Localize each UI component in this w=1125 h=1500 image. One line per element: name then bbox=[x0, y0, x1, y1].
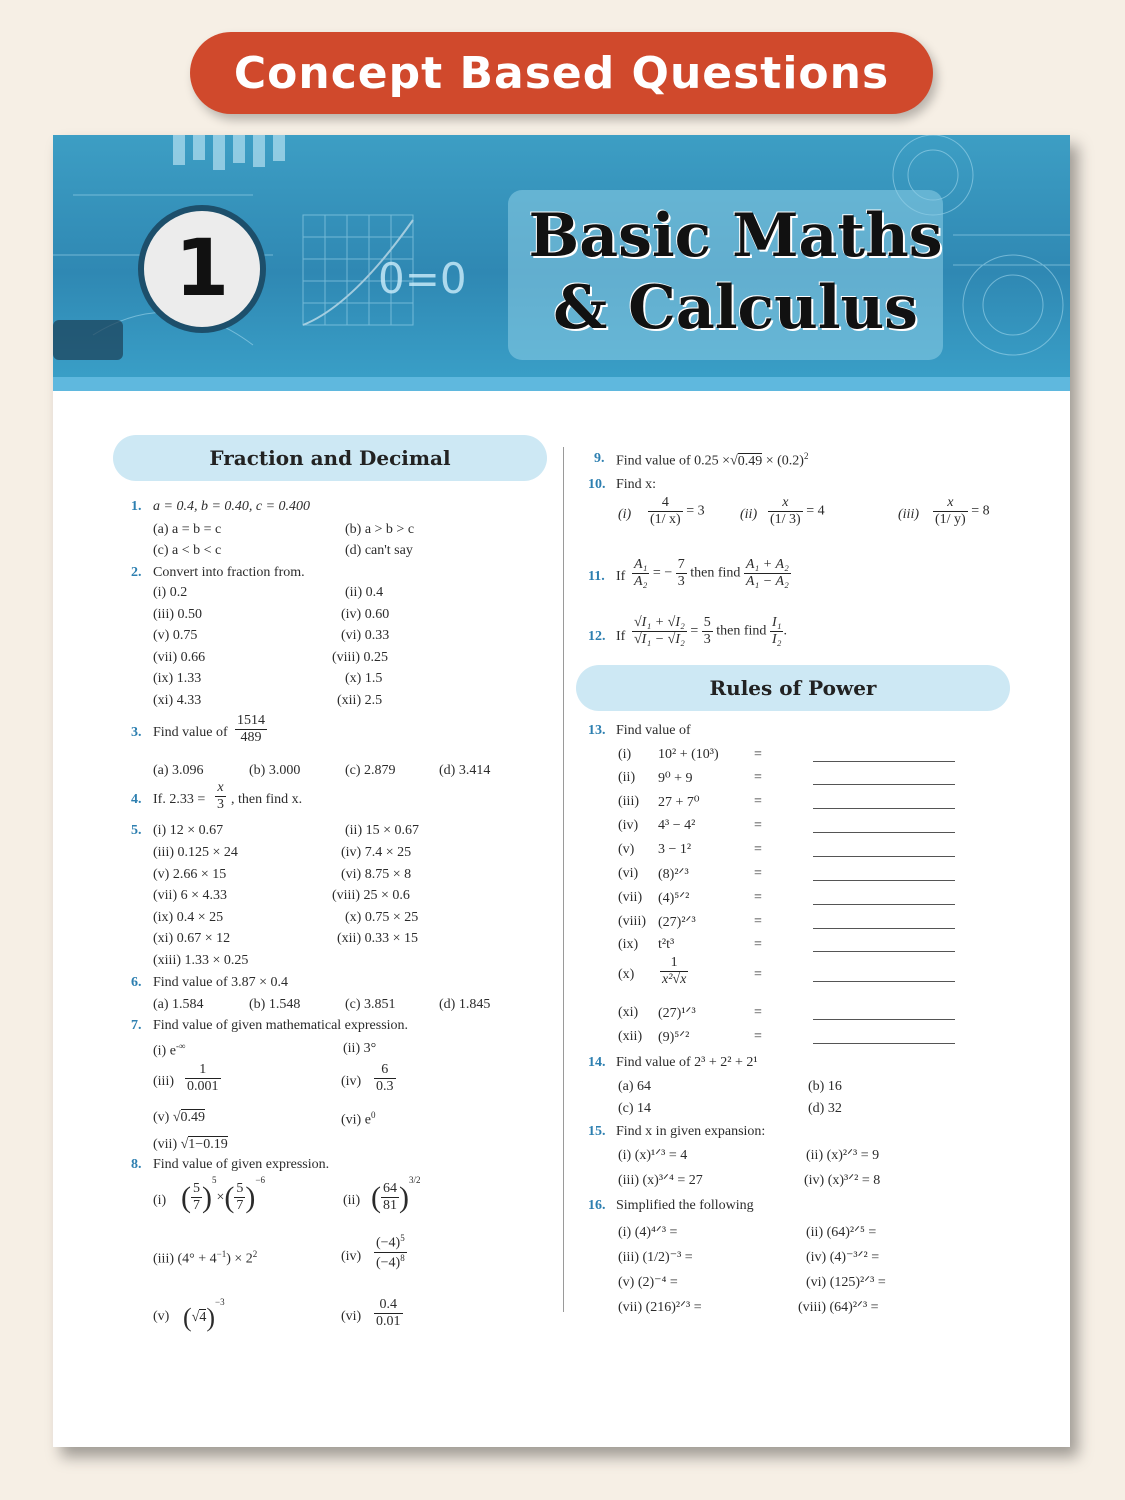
fraction: $\frac{0.4}{0.01}$ bbox=[376, 1297, 401, 1329]
chapter-number-badge: 1 bbox=[138, 205, 266, 333]
fraction: $\frac{1}{0.001}$ bbox=[187, 1062, 219, 1094]
item: (xiii) 1.33 × 0.25 bbox=[153, 953, 249, 968]
fraction: $\frac{6}{0.3}$ bbox=[376, 1062, 394, 1094]
question-number: 13. bbox=[588, 723, 606, 738]
chapter-title bbox=[508, 200, 963, 344]
item: (xii) 0.33 × 15 bbox=[337, 931, 418, 946]
item: (iv) (4)⁻³ᐟ² = bbox=[806, 1250, 880, 1265]
item-expression: 9⁰ + 9 bbox=[658, 771, 693, 786]
item: (viii) 0.25 bbox=[332, 650, 388, 665]
question-number: 2. bbox=[131, 565, 142, 580]
item-label: (i) bbox=[618, 747, 632, 762]
question-number: 14. bbox=[588, 1055, 606, 1070]
answer-blank[interactable] bbox=[813, 904, 955, 905]
item: (vi) 8.75 × 8 bbox=[341, 867, 412, 882]
page-sheet: 0=0 1 Basic Maths & Calculus Fraction and Decimal 1. a = 0.4, b = 0.40, c = 0.400 (a) a = b = c (b) a > b > c (c) a < b < c (d) can't say 2. Convert into fraction from. (i) 0.2 (ii) 0.4 (iii) 0.50 (iv) 0.60 (v) 0.75 (vi) 0.33 (vii) 0.66 (viii) 0.25 (ix) 1.33 (x) 1.5 (xi) 4.33 (xii) 2.5 3. Find value of $\frac{1514}{489}$ (a) 3.096 (b) 3.000 (c) 2.879 (d) 3.414 4. If. 2.33 = $\frac{x}{3}$ , then find x. 5. (i) 12 × 0.67 (ii) 15 × 0.67 (iii) 0.125 × 24 (iv) 7.4 × 25 (v) 2.66 × 15 (vi) 8.75 × 8 (vii) 6 × 4.33 (viii) 25 × 0.6 (ix) 0.4 × 25 (x) 0.75 × 25 (xi) 0.67 × 12 (xii) 0.33 × 15 (xiii) 1.33 × 0.25 6. Find value of 3.87 × 0.4 (a) 1.584 (b) 1.548 (c) 3.851 (d) 1.845 7. Find value of given mathematical expression. (i) e-∞ (ii) 3° (iii) $\frac{1}{0.001}$ (iv) $\frac{6}{0.3}$ (v) √0.49 (vi) $e^0$ (vii) √1−0.19 8. Find value of given expression. (i) ( $\frac{5}{7}$ )$^5$×( $\frac{5}{7}$ )$^{-6}$ (ii) ( $\frac{64}{81}$ )$^{3/2}$ (iii) $(4^\circ + 4^{-1}) \times 2^2$ (iv) $\frac{(-4)^5}{(-4)^8}$ (v) $(√4)^{-3}$ (vi) $\frac{0.4}{0.01}$ 9. Find value of $0.25 \times√0.49 \times (0.2)^2$ 10. Find x: (i) $\frac{4}{(1/ x)}$ = 3 (ii) $\frac{x}{(1/ 3)}$ = 4 (iii) $\frac{x}{(1/ y)}$ = 8 11. If $\frac{\text{A₁}}{\text{A₂}}$ = − $\frac{7}{3}$ then find $\frac{\text{A₁ + A₂}}{\text{A₁ − A₂}}$ 12. If $\frac{\text{√I₁ + √I₂}}{\text{√I₁ − √I₂}}$ = $\frac{5}{3}$ then find $\frac{\text{I₁}}{\text{I₂}}$ . Rules of Power 13. Find value of (i) 10² + (10³) = (ii) 9⁰ + 9 = (iii) 27 + 7⁰ = (iv) 4³ − 4² = (v) 3 − 1² = (vi) (8)²ᐟ³ = (vii) (4)⁵ᐟ² = (viii) (27)²ᐟ³ = (ix) t²t³ = (x) $\frac{1}{\text{x²√x}}$ = (xi) (27)¹ᐟ³ = (xii) (9)⁵ᐟ² = 14. Find value of 2³ + 2² + 2¹ (a) 64 (b) 16 (c) 14 (d) 32 15. Find x in given expansion: (i) (x)¹ᐟ³ = 4 (ii) (x)²ᐟ³ = 9 (iii) (x)³ᐟ⁴ = 27 (iv) (x)³ᐟ² = 8 16. Simplified the following (i) (4)⁴ᐟ³ = (ii) (64)²ᐟ⁵ = (iii) (1/2)⁻³ = (iv) (4)⁻³ᐟ² = (v) (2)⁻⁴ = (vi) (125)²ᐟ³ = (vii) (216)²ᐟ³ = (viii) (64)²ᐟ³ = bbox=[53, 135, 1070, 1447]
item-vii-label: (vii) bbox=[153, 1137, 178, 1152]
item: (ix) 0.4 × 25 bbox=[153, 910, 224, 925]
question-number: 11. bbox=[588, 569, 605, 584]
item: (iv) 7.4 × 25 bbox=[341, 845, 412, 860]
option-c: (c) 2.879 bbox=[345, 763, 396, 778]
item-fraction: $\frac{1}{\text{x²√x}}$ bbox=[662, 955, 687, 987]
fraction: $\frac{x}{(1/ y)}$ bbox=[935, 495, 966, 527]
section-heading-fraction-decimal: Fraction and Decimal bbox=[113, 435, 547, 481]
item: (v) 0.75 bbox=[153, 628, 198, 643]
equals-sign: = bbox=[754, 967, 762, 982]
item-label: (ii) bbox=[618, 770, 636, 785]
item-label: (xi) bbox=[618, 1005, 639, 1020]
item-v-label: (v) bbox=[153, 1309, 170, 1324]
item: (iv) 0.60 bbox=[341, 607, 390, 622]
item: (vii) 6 × 4.33 bbox=[153, 888, 227, 903]
item-label: (vii) bbox=[618, 890, 643, 905]
item: (i) (x)¹ᐟ³ = 4 bbox=[618, 1148, 688, 1163]
question-number: 4. bbox=[131, 792, 142, 807]
item: (iv) (x)³ᐟ² = 8 bbox=[804, 1173, 881, 1188]
item-iv-label: (iv) bbox=[341, 1074, 362, 1089]
equals-sign: = bbox=[754, 890, 762, 905]
question-text: Convert into fraction from. bbox=[153, 565, 305, 580]
item-iii-expr: (iii) $(4^\circ + 4^{-1}) \times 2^2$ bbox=[153, 1249, 258, 1267]
answer-blank[interactable] bbox=[813, 784, 955, 785]
question-number: 9. bbox=[594, 451, 605, 466]
equals-sign: = bbox=[754, 1005, 762, 1020]
svg-text:0=0: 0=0 bbox=[378, 254, 467, 303]
item-v-expr: $(√4)^{-3}$ bbox=[183, 1297, 225, 1332]
answer-blank[interactable] bbox=[813, 981, 955, 982]
item-ii-label: (ii) bbox=[740, 507, 758, 522]
question-number: 8. bbox=[131, 1157, 142, 1172]
hero-stripe bbox=[53, 377, 1070, 391]
item: (ii) 15 × 0.67 bbox=[345, 823, 419, 838]
item-ii: (ii) 3° bbox=[343, 1041, 377, 1056]
question-text: Find value of 2³ + 2² + 2¹ bbox=[616, 1055, 758, 1070]
option-a: (a) a = b = c bbox=[153, 522, 222, 537]
question-number: 15. bbox=[588, 1124, 606, 1139]
option-d: (d) 32 bbox=[808, 1101, 842, 1116]
item-i-expr: ( $\frac{5}{7}$ )$^5$×( $\frac{5}{7}$ )$^{-6}$ bbox=[181, 1175, 265, 1214]
item: (i) 0.2 bbox=[153, 585, 188, 600]
question-number: 3. bbox=[131, 725, 142, 740]
radicand: 0.49 bbox=[180, 1110, 206, 1125]
question-text: Simplified the following bbox=[616, 1198, 754, 1213]
item-label: (iv) bbox=[618, 818, 639, 833]
fraction: $\frac{1514}{489}$ bbox=[237, 713, 265, 745]
fraction: $\frac{\text{I₁}}{\text{I₂}}$ bbox=[771, 615, 782, 647]
item: (x) 1.5 bbox=[345, 671, 383, 686]
fraction: $\frac{4}{(1/ x)}$ bbox=[650, 495, 681, 527]
item-iii-label: (iii) bbox=[898, 507, 919, 522]
item-label: (xii) bbox=[618, 1029, 643, 1044]
equals-sign: = bbox=[754, 937, 762, 952]
chapter-title-line-1: Basic Maths bbox=[528, 201, 943, 271]
item-expression: (27)¹ᐟ³ bbox=[658, 1006, 696, 1021]
item-ii-expr: ( $\frac{64}{81}$ )$^{3/2}$ bbox=[371, 1175, 421, 1214]
item-label: (v) bbox=[618, 842, 635, 857]
item-expression: 27 + 7⁰ bbox=[658, 795, 700, 810]
item-expression: (8)²ᐟ³ bbox=[658, 867, 689, 882]
answer-blank[interactable] bbox=[813, 856, 955, 857]
question-number: 5. bbox=[131, 823, 142, 838]
answer-blank[interactable] bbox=[813, 1019, 955, 1020]
equals-sign: = bbox=[754, 1029, 762, 1044]
answer-blank[interactable] bbox=[813, 928, 955, 929]
item-expression: 4³ − 4² bbox=[658, 818, 696, 833]
answer-blank[interactable] bbox=[813, 761, 955, 762]
answer-blank[interactable] bbox=[813, 1043, 955, 1044]
item: (v) 2.66 × 15 bbox=[153, 867, 227, 882]
item-expression: 10² + (10³) bbox=[658, 747, 719, 762]
option-c: (c) 14 bbox=[618, 1101, 652, 1116]
item: (vii) 0.66 bbox=[153, 650, 206, 665]
item-expression: 3 − 1² bbox=[658, 842, 692, 857]
option-c: (c) a < b < c bbox=[153, 543, 222, 558]
item-iii-label: (iii) bbox=[153, 1074, 174, 1089]
question-text: Find x: bbox=[616, 477, 657, 492]
item-vi-label: (vi) bbox=[341, 1309, 362, 1324]
item-i-label: (i) bbox=[618, 507, 632, 522]
question-text: If. 2.33 = bbox=[153, 792, 206, 807]
item-expression: (4)⁵ᐟ² bbox=[658, 891, 690, 906]
equals-sign: = bbox=[754, 770, 762, 785]
question-text: Find value of given mathematical expression. bbox=[153, 1018, 409, 1033]
equals-sign: = bbox=[754, 842, 762, 857]
banner-label: Concept Based Questions bbox=[233, 47, 890, 99]
fraction: $\frac{x}{3}$ bbox=[217, 780, 224, 812]
item: (ix) 1.33 bbox=[153, 671, 202, 686]
question-text: Find x in given expansion: bbox=[616, 1124, 766, 1139]
option-b: (b) 16 bbox=[808, 1079, 842, 1094]
fraction: $\frac{x}{(1/ 3)}$ bbox=[770, 495, 801, 527]
option-d: (d) 3.414 bbox=[439, 763, 491, 778]
item: (i) (4)⁴ᐟ³ = bbox=[618, 1225, 678, 1240]
fraction: $\frac{\text{A₁}}{\text{A₂}}$ bbox=[634, 557, 648, 589]
item: (xii) 2.5 bbox=[337, 693, 383, 708]
question-text: Find value of given expression. bbox=[153, 1157, 330, 1172]
item-iv-label: (iv) bbox=[341, 1249, 362, 1264]
question-text: If bbox=[616, 629, 626, 644]
left-column: Fraction and Decimal 1. a = 0.4, b = 0.40, c = 0.400 (a) a = b = c (b) a > b > c (c) a < b < c (d) can't say 2. Convert into fraction from. (i) 0.2 (ii) 0.4 (iii) 0.50 (iv) 0.60 (v) 0.75 (vi) 0.33 (vii) 0.66 (viii) 0.25 (ix) 1.33 (x) 1.5 (xi) 4.33 (xii) 2.5 3. Find value of $\frac{1514}{489}$ (a) 3.096 (b) 3.000 (c) 2.879 (d) 3.414 4. If. 2.33 = $\frac{x}{3}$ , then find x. 5. (i) 12 × 0.67 (ii) 15 × 0.67 (iii) 0.125 × 24 (iv) 7.4 × 25 (v) 2.66 × 15 (vi) 8.75 × 8 (vii) 6 × 4.33 (viii) 25 × 0.6 (ix) 0.4 × 25 (x) 0.75 × 25 (xi) 0.67 × 12 (xii) 0.33 × 15 (xiii) 1.33 × 0.25 6. Find value of 3.87 × 0.4 (a) 1.584 (b) 1.548 (c) 3.851 (d) 1.845 7. Find value of given mathematical expression. (i) e-∞ (ii) 3° (iii) $\frac{1}{0.001}$ (iv) $\frac{6}{0.3}$ (v) √0.49 (vi) $e^0$ (vii) √1−0.19 8. Find value of given expression. (i) ( $\frac{5}{7}$ )$^5$×( $\frac{5}{7}$ )$^{-6}$ (ii) ( $\frac{64}{81}$ )$^{3/2}$ (iii) $(4^\circ + 4^{-1}) \times 2^2$ (iv) $\frac{(-4)^5}{(-4)^8}$ (v) $(√4)^{-3}$ (vi) $\frac{0.4}{0.01}$ bbox=[113, 435, 563, 481]
item: (ii) 0.4 bbox=[345, 585, 384, 600]
column-divider bbox=[563, 447, 564, 1312]
item: (x) 0.75 × 25 bbox=[345, 910, 419, 925]
fraction: $\frac{\text{√I₁ + √I₂}}{\text{√I₁ − √I₂}}$ bbox=[634, 615, 685, 647]
fraction: $\frac{\text{A₁ + A₂}}{\text{A₁ − A₂}}$ bbox=[745, 557, 789, 589]
section-banner bbox=[190, 32, 933, 114]
item-i: (i) e-∞ bbox=[153, 1041, 186, 1059]
equals-sign: = bbox=[754, 914, 762, 929]
question-number: 6. bbox=[131, 975, 142, 990]
question-number: 10. bbox=[588, 477, 606, 492]
option-d: (d) 1.845 bbox=[439, 997, 491, 1012]
answer-blank[interactable] bbox=[813, 832, 955, 833]
section-heading-rules-of-power: Rules of Power bbox=[576, 665, 1010, 711]
option-d: (d) can't say bbox=[345, 543, 413, 558]
fraction: $\frac{5}{3}$ bbox=[703, 615, 711, 647]
item: (iii) (1/2)⁻³ = bbox=[618, 1250, 693, 1265]
item-v-label: (v) bbox=[153, 1110, 170, 1125]
equals-sign: = bbox=[754, 747, 762, 762]
option-a: (a) 1.584 bbox=[153, 997, 204, 1012]
item: (ii) (64)²ᐟ⁵ = bbox=[806, 1225, 877, 1240]
item-label: (ix) bbox=[618, 937, 639, 952]
item: (vi) 0.33 bbox=[341, 628, 390, 643]
item: (vii) (216)²ᐟ³ = bbox=[618, 1300, 702, 1315]
item: (v) (2)⁻⁴ = bbox=[618, 1275, 678, 1290]
chapter-hero bbox=[53, 135, 1070, 385]
question-text: Find value of $0.25 \times√0.49 \times (0.2)^2$ bbox=[616, 451, 809, 469]
question-number: 16. bbox=[588, 1198, 606, 1213]
item: (vi) (125)²ᐟ³ = bbox=[806, 1275, 886, 1290]
item-i-label: (i) bbox=[153, 1193, 167, 1208]
question-text: Find value of bbox=[153, 725, 228, 740]
fraction: $\frac{(-4)^5}{(-4)^8}$ bbox=[376, 1233, 405, 1271]
item-expression: (9)⁵ᐟ² bbox=[658, 1030, 690, 1045]
question-text: Find value of 3.87 × 0.4 bbox=[153, 975, 289, 990]
item: (iii) 0.125 × 24 bbox=[153, 845, 238, 860]
equals-sign: = bbox=[754, 794, 762, 809]
item-ii-label: (ii) bbox=[343, 1193, 361, 1208]
radicand: 1−0.19 bbox=[188, 1137, 228, 1152]
item: (iii) (x)³ᐟ⁴ = 27 bbox=[618, 1173, 703, 1188]
question-number: 7. bbox=[131, 1018, 142, 1033]
option-c: (c) 3.851 bbox=[345, 997, 396, 1012]
question-text: a = 0.4, b = 0.40, c = 0.400 bbox=[153, 499, 311, 514]
answer-blank[interactable] bbox=[813, 808, 955, 809]
equals-sign: = bbox=[754, 866, 762, 881]
item: (xi) 4.33 bbox=[153, 693, 202, 708]
chapter-title-line-2: & Calculus bbox=[553, 273, 918, 343]
option-a: (a) 3.096 bbox=[153, 763, 204, 778]
question-text: Find value of bbox=[616, 723, 691, 738]
question-text: If bbox=[616, 569, 626, 584]
item: (xi) 0.67 × 12 bbox=[153, 931, 231, 946]
answer-blank[interactable] bbox=[813, 951, 955, 952]
item-label: (iii) bbox=[618, 794, 639, 809]
question-number: 12. bbox=[588, 629, 606, 644]
item-expression: (27)²ᐟ³ bbox=[658, 915, 696, 930]
answer-blank[interactable] bbox=[813, 880, 955, 881]
option-b: (b) 3.000 bbox=[249, 763, 301, 778]
item: (viii) 25 × 0.6 bbox=[332, 888, 410, 903]
option-b: (b) 1.548 bbox=[249, 997, 301, 1012]
item-expression: t²t³ bbox=[658, 937, 675, 952]
option-a: (a) 64 bbox=[618, 1079, 652, 1094]
equals-sign: = bbox=[754, 818, 762, 833]
item: (iii) 0.50 bbox=[153, 607, 202, 622]
fraction: $\frac{7}{3}$ bbox=[677, 557, 685, 589]
item: (i) 12 × 0.67 bbox=[153, 823, 224, 838]
item-vi-label: (vi) e bbox=[341, 1112, 371, 1128]
question-text-tail: , then find x. bbox=[231, 792, 303, 807]
item-label: (vi) bbox=[618, 866, 639, 881]
item: (ii) (x)²ᐟ³ = 9 bbox=[806, 1148, 880, 1163]
item: (viii) (64)²ᐟ³ = bbox=[798, 1300, 879, 1315]
question-number: 1. bbox=[131, 499, 142, 514]
item-label: (x) bbox=[618, 967, 635, 982]
option-b: (b) a > b > c bbox=[345, 522, 415, 537]
item-label: (viii) bbox=[618, 914, 646, 929]
